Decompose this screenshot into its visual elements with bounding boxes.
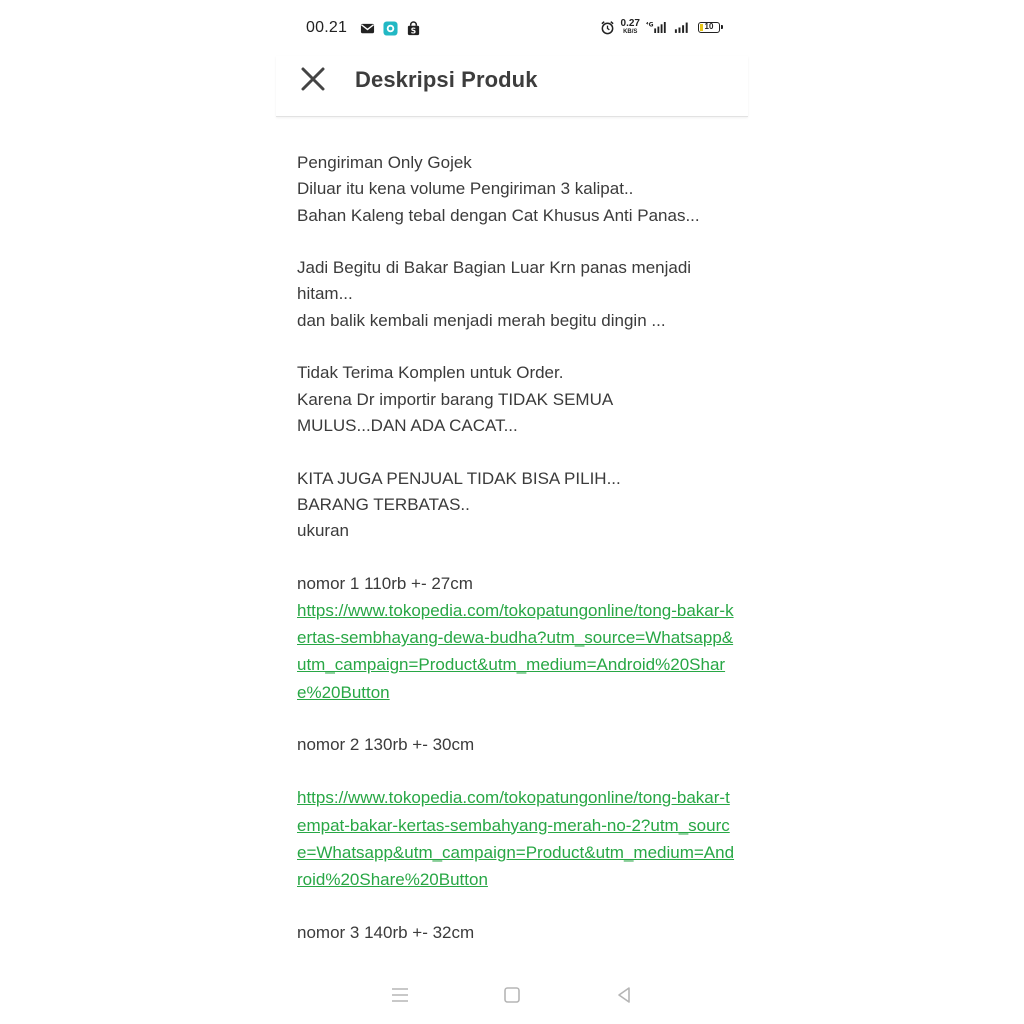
menu-icon[interactable] (389, 985, 411, 1005)
description-text: Karena Dr importir barang TIDAK SEMUA MULUS...DAN ADA CACAT... (297, 389, 613, 435)
size-option-3: nomor 3 140rb +- 32cm (297, 922, 475, 942)
description-text: BARANG TERBATAS.. (297, 494, 470, 514)
description-text: Diluar itu kena volume Pengiriman 3 kalipat.. (297, 179, 634, 199)
app-header (276, 56, 748, 117)
shopping-bag-icon (406, 21, 421, 36)
svg-text:⁴G: ⁴G (646, 21, 654, 29)
battery-level: 10 (704, 21, 714, 31)
chat-app-icon (383, 21, 398, 36)
mail-icon (360, 21, 375, 36)
battery-icon (698, 22, 720, 33)
product-link-1[interactable]: https://www.tokopedia.com/tokopatungonline/tong-bakar-kertas-sembhayang-dewa-budha?utm_source=Whatsapp&utm_campaign=Product&utm_medium=Android%20Share%20Button (297, 601, 734, 702)
description-text: ukuran (297, 521, 349, 541)
status-bar (276, 0, 748, 56)
signal-icon (674, 21, 692, 34)
description-text: Bahan Kaleng tebal dengan Cat Khusus Anti Panas... (297, 205, 700, 225)
page-title: Deskripsi Produk (355, 67, 538, 92)
product-link-2[interactable]: https://www.tokopedia.com/tokopatungonline/tong-bakar-tempat-bakar-kertas-sembahyang-merah-no-2?utm_source=Whatsapp&utm_campaign=Product&utm_medium=Android%20Share%20Button (297, 788, 735, 890)
description-text: Tidak Terima Komplen untuk Order. (297, 363, 564, 383)
description-text: Pengiriman Only Gojek (297, 153, 472, 172)
description-text: dan balik kembali menjadi merah begitu dingin ... (297, 310, 666, 330)
close-icon[interactable] (298, 64, 328, 94)
back-icon[interactable] (613, 985, 635, 1005)
svg-text:S: S (410, 26, 417, 36)
size-option-2: nomor 2 130rb +- 30cm (297, 735, 475, 755)
status-time: 00.21 (306, 19, 348, 36)
mobile-data-signal-icon (646, 21, 668, 34)
description-text: KITA JUGA PENJUAL TIDAK BISA PILIH... (297, 468, 621, 488)
phone-screen (276, 0, 748, 1024)
network-speed: 0.27 KB/S (620, 18, 640, 35)
system-nav-bar (276, 980, 748, 1010)
home-icon[interactable] (501, 985, 523, 1005)
size-option-1: nomor 1 110rb +- 27cm (297, 573, 473, 593)
system-icons (600, 19, 720, 35)
alarm-icon (600, 20, 615, 35)
description-text: Jadi Begitu di Bakar Bagian Luar Krn panas menjadi hitam... (297, 258, 692, 304)
notification-icons (360, 21, 421, 36)
product-description (297, 150, 737, 946)
